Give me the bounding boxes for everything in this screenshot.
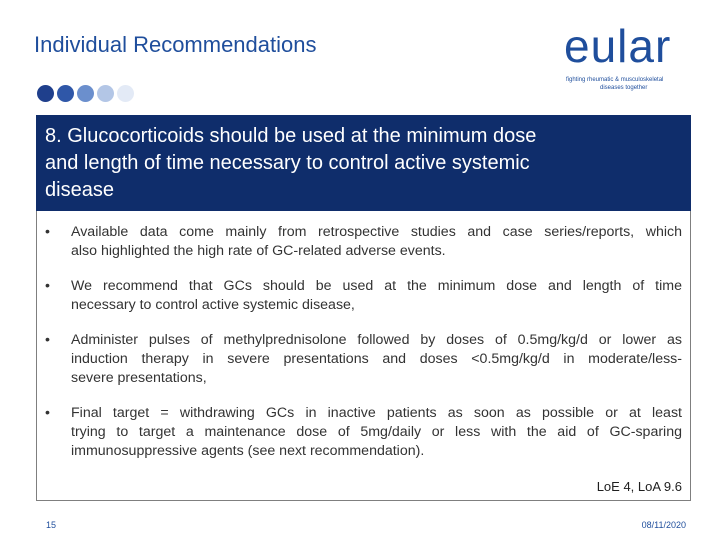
progress-dot (37, 85, 54, 102)
bullet-line: Final target = withdrawing GCs in inactive patients as soon as possible or at least (71, 405, 682, 421)
progress-dot (117, 85, 134, 102)
bullet-text (71, 404, 682, 461)
logo-tagline (566, 76, 663, 92)
bullet-line: also highlighted the high rate of GC-related adverse events. (71, 243, 446, 259)
bullet-line: We recommend that GCs should be used at the minimum dose and length of time (71, 278, 682, 294)
bullet-icon: • (45, 332, 50, 348)
bullet-line: severe presentations, (71, 370, 207, 386)
slide-title: Individual Recommendations (34, 32, 317, 57)
header-line: disease (45, 179, 114, 201)
recommendation-header (36, 115, 691, 211)
bullet-line: Administer pulses of methylprednisolone followed by doses of 0.5mg/kg/d or lower as (71, 332, 682, 348)
slide-date: 08/11/2020 (641, 520, 686, 530)
bullet-line: necessary to control active systemic disease, (71, 297, 355, 313)
bullet-line: trying to target a maintenance dose of 5mg/daily or less with the aid of GC-sparing (71, 424, 682, 440)
bullet-line: Available data come mainly from retrospective studies and case series/reports, which (71, 224, 682, 240)
bullet-icon: • (45, 405, 50, 421)
eular-logo (564, 22, 694, 102)
bullet-text (71, 277, 682, 315)
progress-dot (57, 85, 74, 102)
level-of-evidence: LoE 4, LoA 9.6 (596, 479, 682, 494)
recommendation-body (36, 211, 691, 501)
logo-wordmark: eular (564, 20, 672, 72)
bullet-icon: • (45, 224, 50, 240)
header-line: 8. Glucocorticoids should be used at the minimum dose (45, 125, 537, 147)
page-number: 15 (46, 520, 57, 530)
header-line: and length of time necessary to control active systemic (45, 152, 530, 174)
bullet-text (71, 331, 682, 388)
progress-dots (37, 85, 134, 102)
bullet-line: induction therapy in severe presentations and doses <0.5mg/kg/d in moderate/less- (71, 351, 682, 367)
bullet-text (71, 223, 682, 261)
logo-tagline-line1: fighting rheumatic & musculoskeletal (566, 77, 664, 83)
progress-dot (97, 85, 114, 102)
bullet-line: immunosuppressive agents (see next recommendation). (71, 443, 425, 459)
bullet-icon: • (45, 278, 50, 294)
progress-dot (77, 85, 94, 102)
logo-tagline-line2: diseases together (600, 85, 648, 91)
